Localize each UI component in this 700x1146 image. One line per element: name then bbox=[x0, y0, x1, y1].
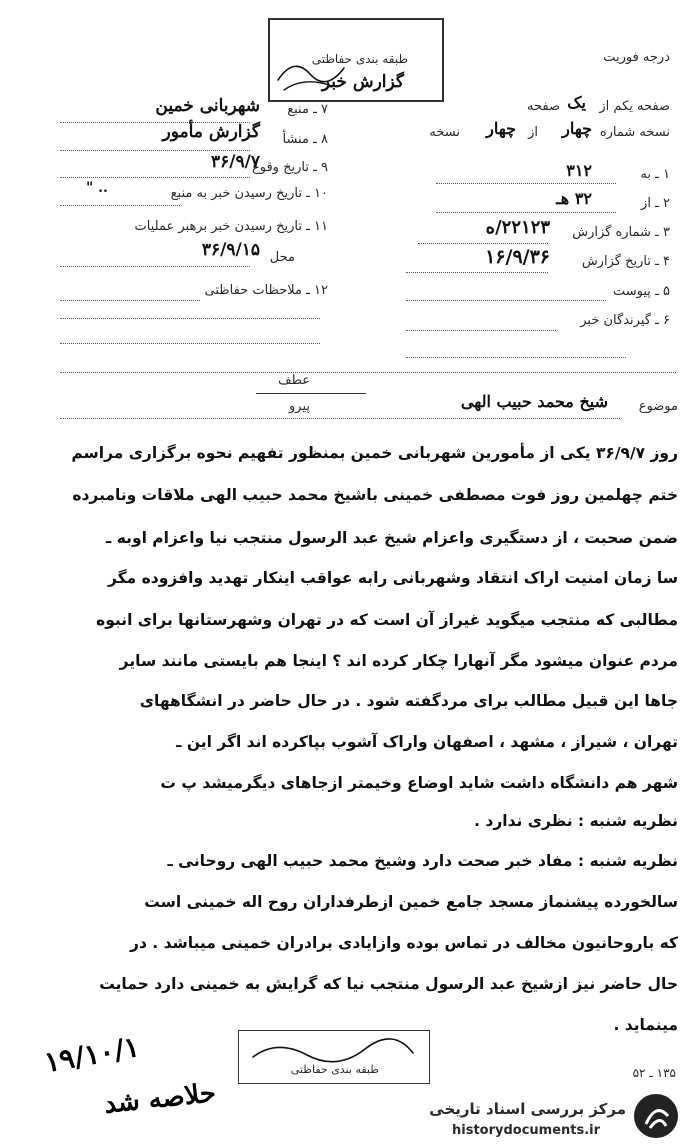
origin-value: گزارش مأمور bbox=[162, 122, 260, 142]
to-value: ۳۱۲ bbox=[566, 161, 592, 180]
recipients-label: ۶ ـ گیرندگان خبر bbox=[580, 313, 670, 328]
location-label: محل bbox=[269, 250, 295, 265]
body-line: شهر هم دانشگاه داشت شاید اوضاع وخیمتر ازجاهای دیگرمیشد پ ت bbox=[160, 774, 678, 792]
origin-label: ۸ ـ منشأ bbox=[282, 132, 328, 147]
stamp-scribble-icon bbox=[274, 50, 354, 98]
received-source-dots bbox=[60, 205, 180, 206]
page-label: صفحه یکم از bbox=[599, 99, 670, 114]
body-line: روز ۳۶/۹/۷ یکی از مأمورین شهربانی خمین بمنظور تفهیم نحوه برگزاری مراسم bbox=[71, 444, 678, 462]
to-dots bbox=[436, 183, 616, 184]
received-source-label: ۱۰ ـ تاریخ رسیدن خبر به منبع bbox=[170, 186, 328, 201]
notes-dots-3 bbox=[60, 343, 320, 344]
copy-of: از bbox=[528, 125, 538, 140]
priority-label: درجه فوریت bbox=[603, 50, 670, 65]
body-line: نظریه شنبه : نظری ندارد . bbox=[474, 812, 678, 830]
bottom-classification-label: طبقه بندی حفاظتی bbox=[290, 1063, 379, 1076]
bottom-stamp-scribble-icon bbox=[247, 1037, 417, 1065]
report-no-label: ۳ ـ شماره گزارش bbox=[572, 225, 670, 240]
subject-label: موضوع bbox=[638, 399, 678, 414]
page-suffix: صفحه bbox=[527, 99, 560, 114]
header-divider bbox=[60, 372, 676, 373]
body-line: مطالبی که منتجب میگوید غیراز آن است که در تهران وشهرستانها برای انبوه bbox=[96, 611, 678, 629]
report-no-dots bbox=[418, 243, 548, 244]
watermark-org: مرکز بررسی اسناد تاریخی bbox=[429, 1100, 626, 1118]
body-line: تهران ، شیراز ، مشهد ، اصفهان واراک آشوب بپاکرده اند اگر این ـ bbox=[176, 733, 678, 751]
subject-dots bbox=[60, 418, 620, 419]
reference-value: پیرو bbox=[289, 399, 310, 414]
report-title: گزارش خبر bbox=[321, 72, 404, 92]
event-date-label: ۹ ـ تاریخ وقوع bbox=[251, 160, 328, 175]
reference-rule bbox=[256, 393, 366, 394]
source-value: شهربانی خمین bbox=[155, 96, 260, 116]
attachment-dots bbox=[406, 300, 606, 301]
body-line: حال حاضر نیز ازشیخ عبد الرسول منتجب نیا که گرایش به خمینی دارد حمایت bbox=[99, 975, 678, 993]
top-classification-label: طبقه بندی حفاظتی bbox=[311, 52, 408, 66]
margin-note-line2: حلاصه شد bbox=[102, 1078, 218, 1120]
body-line: جاها این قبیل مطالب برای مردگفته شود . در حال حاضر در انشگاههای bbox=[139, 692, 678, 710]
report-date-dots bbox=[406, 272, 548, 273]
body-line: ضمن صحبت ، از دستگیری واعزام شیخ عبد الرسول منتجب نیا واعزام اوبه ـ bbox=[106, 529, 678, 547]
body-line: مینماید . bbox=[613, 1016, 678, 1034]
notes-dots-2 bbox=[60, 318, 320, 319]
report-no-value: ۲۲۱۲۳/ه bbox=[485, 217, 550, 238]
watermark-site: historydocuments.ir bbox=[452, 1123, 601, 1138]
copy-suffix: نسخه bbox=[429, 125, 460, 140]
bottom-stamp-code: ۱۳۵ ـ ۵۲ bbox=[632, 1066, 676, 1080]
recipients-dots-2 bbox=[406, 357, 626, 358]
reference-label: عطف bbox=[278, 373, 310, 388]
received-source-mark: " .. bbox=[86, 180, 108, 196]
event-date-value: ۳۶/۹/۷ bbox=[211, 152, 260, 172]
to-label: ۱ ـ به bbox=[640, 167, 670, 182]
from-value: ۳۲ هـ bbox=[556, 189, 592, 208]
received-ops-dots bbox=[60, 266, 250, 267]
page-value: یک bbox=[567, 93, 586, 112]
recipients-dots bbox=[406, 330, 556, 331]
from-label: ۲ ـ از bbox=[641, 196, 670, 211]
margin-note-line1: ۱۹/۱۰/۱ bbox=[41, 1029, 142, 1080]
security-notes-label: ۱۲ ـ ملاحظات حفاظتی bbox=[204, 283, 328, 298]
body-line: سا زمان امنیت اراک انتقاد وشهربانی رابه عواقب اینکار تهدید وافزوده مگر bbox=[107, 569, 678, 587]
report-date-value: ۱۶/۹/۳۶ bbox=[485, 246, 550, 268]
body-line: نظریه شنبه : مفاد خبر صحت دارد وشیخ محمد حبیب الهی روحانی ـ bbox=[167, 852, 678, 870]
watermark-logo-icon bbox=[634, 1094, 678, 1138]
copy-label: نسخه شماره bbox=[599, 125, 670, 140]
bottom-classification-stamp bbox=[238, 1030, 430, 1084]
body-line: ختم چهلمین روز فوت مصطفی خمینی باشیخ محمد حبیب الهی ملاقات ونامبرده bbox=[72, 486, 678, 504]
body-line: که باروحانیون مخالف در تماس بوده وازایادی برادران خمینی میباشد . در bbox=[130, 934, 678, 952]
copy-value: چهار bbox=[562, 119, 592, 138]
top-classification-stamp bbox=[268, 18, 444, 102]
attachment-label: ۵ ـ پیوست bbox=[613, 284, 670, 299]
received-ops-value: ۳۶/۹/۱۵ bbox=[201, 240, 260, 260]
notes-dots-1 bbox=[60, 300, 200, 301]
source-label: ۷ ـ منبع bbox=[287, 102, 328, 117]
report-date-label: ۴ ـ تاریخ گزارش bbox=[581, 254, 670, 269]
event-date-dots bbox=[60, 177, 250, 178]
received-ops-label: ۱۱ ـ تاریخ رسیدن خبر برهبر عملیات bbox=[134, 219, 328, 234]
from-dots bbox=[436, 212, 616, 213]
subject-value: شیخ محمد حبیب الهی bbox=[460, 392, 608, 411]
copy-total: چهار bbox=[486, 119, 516, 138]
body-line: مردم عنوان میشود مگر آنهارا چکار کرده اند ؟ اینجا هم بایستی مانند سایر bbox=[119, 652, 678, 670]
origin-dots bbox=[60, 150, 250, 151]
body-line: سالخورده پیشنماز مسجد جامع خمین ازطرفداران روح اله خمینی است bbox=[144, 893, 678, 911]
